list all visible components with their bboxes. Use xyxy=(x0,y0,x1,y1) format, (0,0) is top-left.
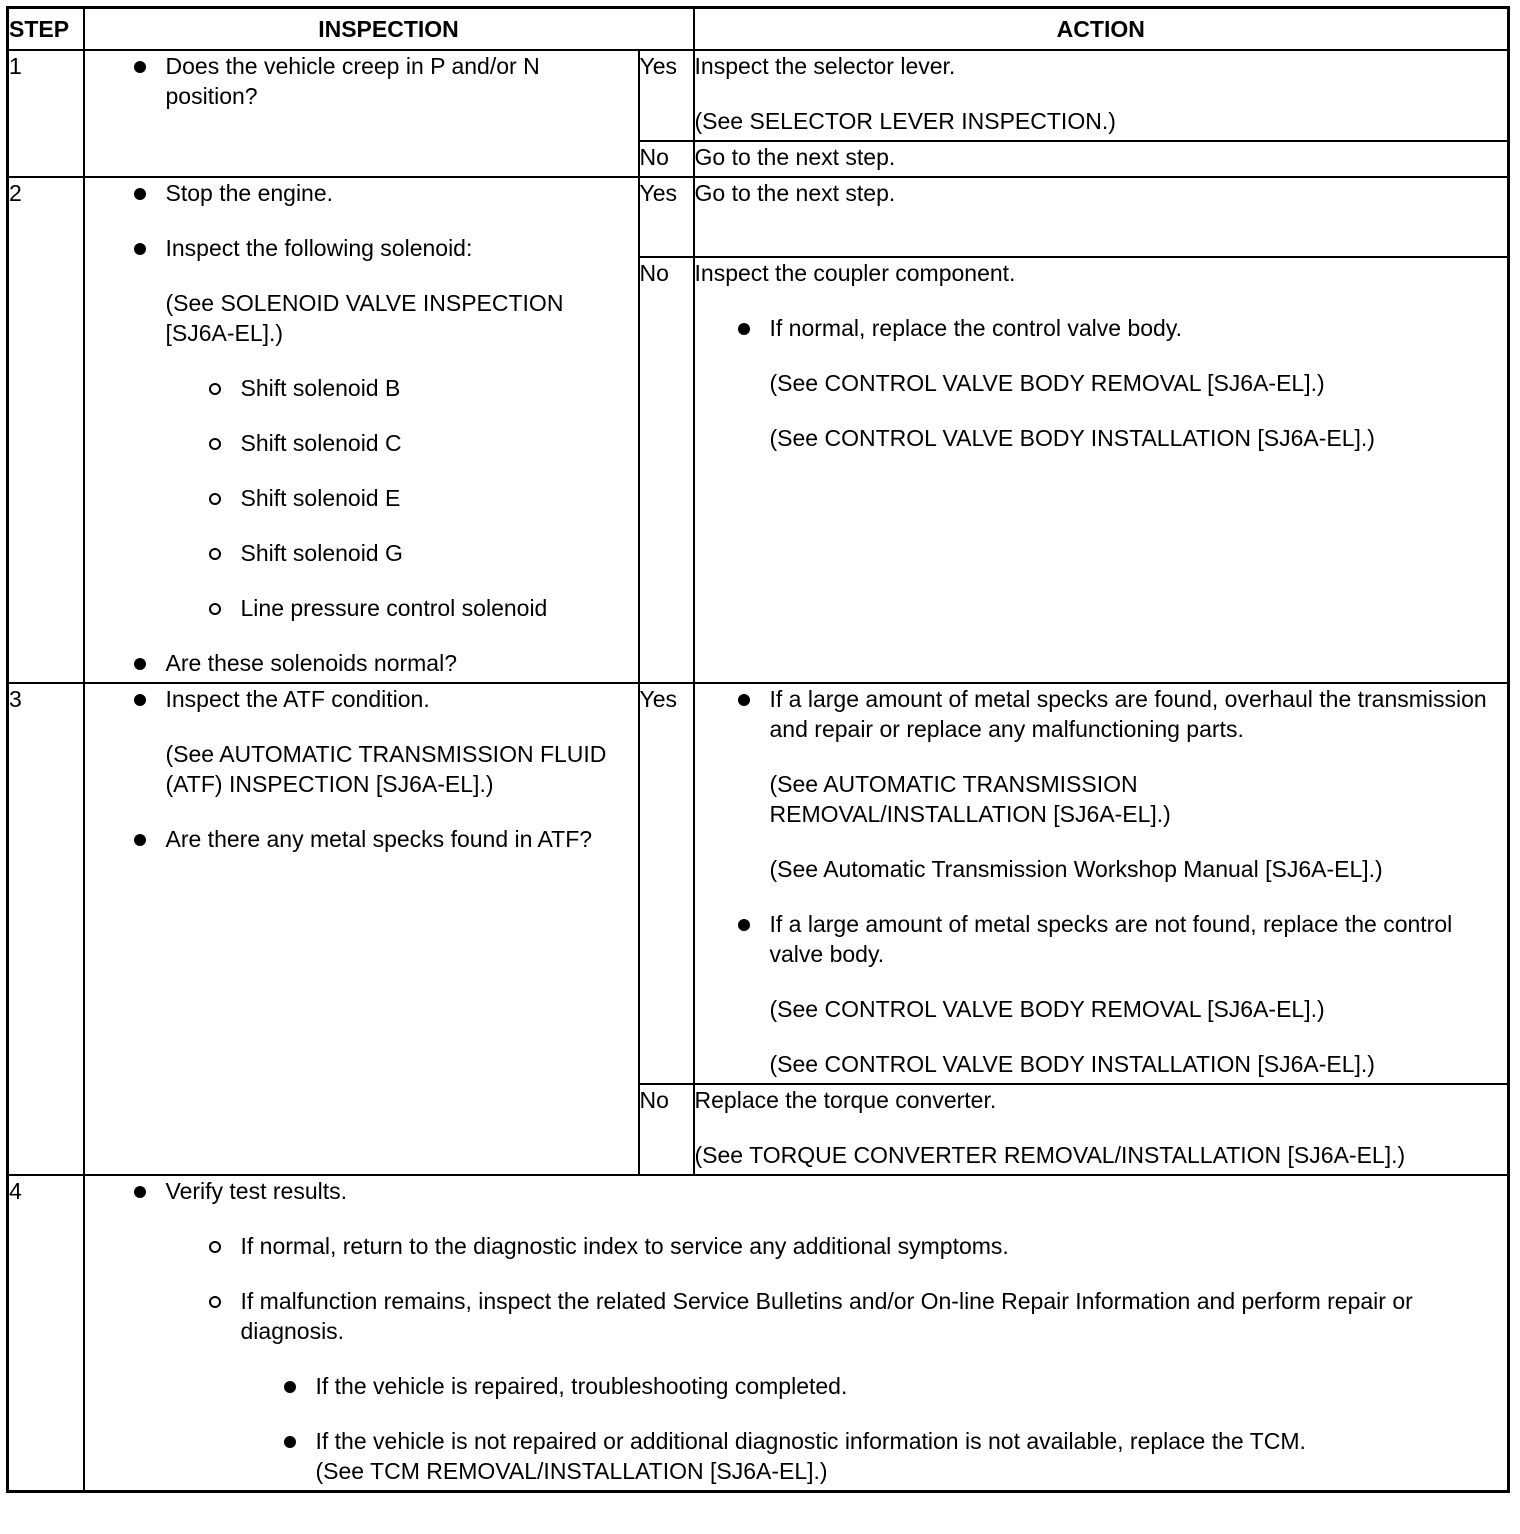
inspection-text: Are these solenoids normal? xyxy=(165,650,457,676)
step-number: 2 xyxy=(8,177,84,683)
action-text: Go to the next step. xyxy=(694,144,896,170)
action-text: Inspect the selector lever. xyxy=(694,53,956,79)
list-item: If the vehicle is repaired, troubleshooting completed. xyxy=(315,1373,848,1399)
no-label: No xyxy=(639,141,694,177)
header-action: ACTION xyxy=(694,8,1509,51)
action-text: If a large amount of metal specks are found, overhaul the transmission and repair or replace any malfunctioning parts. xyxy=(769,686,1487,742)
step-4-inspection xyxy=(84,1175,1509,1492)
see-reference: (See SELECTOR LEVER INSPECTION.) xyxy=(694,108,1116,134)
list-item: If malfunction remains, inspect the related Service Bulletins and/or On-line Repair Information and perform repair or diagnosis. xyxy=(240,1288,1413,1344)
inspection-text: Inspect the following solenoid: xyxy=(165,235,473,261)
step-2-no-action xyxy=(694,257,1509,683)
no-label: No xyxy=(639,1084,694,1175)
step-2-yes-row xyxy=(8,177,1509,257)
circle-bullet-icon xyxy=(209,438,221,450)
bullet-icon xyxy=(134,1186,146,1198)
step-3-yes-action xyxy=(694,683,1509,1084)
step-3-yes-row xyxy=(8,683,1509,1084)
yes-label: Yes xyxy=(639,683,694,1084)
list-item: Line pressure control solenoid xyxy=(240,595,548,621)
see-reference: (See TCM REMOVAL/INSTALLATION [SJ6A-EL].) xyxy=(315,1458,828,1484)
action-text: If normal, replace the control valve body. xyxy=(769,315,1183,341)
bullet-icon xyxy=(134,658,146,670)
see-reference: (See AUTOMATIC TRANSMISSION REMOVAL/INSTALLATION [SJ6A-EL].) xyxy=(769,771,1171,827)
step-1-yes-row xyxy=(8,50,1509,141)
circle-bullet-icon xyxy=(209,1296,221,1308)
list-item: If normal, return to the diagnostic index to service any additional symptoms. xyxy=(240,1233,1009,1259)
action-text: If a large amount of metal specks are not found, replace the control valve body. xyxy=(769,911,1453,967)
bullet-icon xyxy=(738,323,750,335)
circle-bullet-icon xyxy=(209,1241,221,1253)
see-reference: (See Automatic Transmission Workshop Manual [SJ6A-EL].) xyxy=(769,856,1383,882)
yes-label: Yes xyxy=(639,50,694,141)
list-item: Shift solenoid G xyxy=(240,540,403,566)
action-text: Inspect the coupler component. xyxy=(694,260,1016,286)
circle-bullet-icon xyxy=(209,493,221,505)
see-reference: (See CONTROL VALVE BODY INSTALLATION [SJ6A-EL].) xyxy=(769,425,1375,451)
see-reference: (See CONTROL VALVE BODY REMOVAL [SJ6A-EL].) xyxy=(769,996,1325,1022)
step-1-inspection xyxy=(84,50,639,177)
list-item: Shift solenoid B xyxy=(240,375,401,401)
step-1-yes-action xyxy=(694,50,1509,141)
list-item: If the vehicle is not repaired or additional diagnostic information is not available, replace the TCM. xyxy=(315,1428,1306,1454)
inspection-text: Does the vehicle creep in P and/or N position? xyxy=(165,53,540,109)
bullet-icon xyxy=(134,61,146,73)
yes-label: Yes xyxy=(639,177,694,257)
bullet-icon xyxy=(134,834,146,846)
see-reference: (See SOLENOID VALVE INSPECTION [SJ6A-EL].) xyxy=(165,290,564,346)
see-reference: (See TORQUE CONVERTER REMOVAL/INSTALLATION [SJ6A-EL].) xyxy=(694,1142,1406,1168)
see-reference: (See CONTROL VALVE BODY INSTALLATION [SJ6A-EL].) xyxy=(769,1051,1375,1077)
troubleshooting-table xyxy=(6,6,1510,1493)
step-number: 1 xyxy=(8,50,84,177)
action-text: Replace the torque converter. xyxy=(694,1087,997,1113)
bullet-icon xyxy=(134,694,146,706)
list-item: Shift solenoid E xyxy=(240,485,401,511)
bullet-icon xyxy=(284,1381,296,1393)
circle-bullet-icon xyxy=(209,603,221,615)
inspection-text: Are there any metal specks found in ATF? xyxy=(165,826,593,852)
step-2-inspection xyxy=(84,177,639,683)
circle-bullet-icon xyxy=(209,548,221,560)
step-3-no-action xyxy=(694,1084,1509,1175)
header-row xyxy=(8,8,1509,51)
no-label: No xyxy=(639,257,694,683)
step-3-inspection xyxy=(84,683,639,1175)
inspection-text: Verify test results. xyxy=(165,1178,348,1204)
see-reference: (See AUTOMATIC TRANSMISSION FLUID (ATF) INSPECTION [SJ6A-EL].) xyxy=(165,741,607,797)
step-number: 4 xyxy=(8,1175,84,1492)
list-item: Shift solenoid C xyxy=(240,430,402,456)
bullet-icon xyxy=(738,694,750,706)
header-inspection: INSPECTION xyxy=(84,8,694,51)
step-4-row xyxy=(8,1175,1509,1492)
see-reference: (See CONTROL VALVE BODY REMOVAL [SJ6A-EL].) xyxy=(769,370,1325,396)
circle-bullet-icon xyxy=(209,383,221,395)
action-text: Go to the next step. xyxy=(694,180,896,206)
bullet-icon xyxy=(284,1436,296,1448)
inspection-text: Inspect the ATF condition. xyxy=(165,686,430,712)
bullet-icon xyxy=(134,188,146,200)
bullet-icon xyxy=(738,919,750,931)
header-step: STEP xyxy=(8,8,84,51)
step-2-yes-action xyxy=(694,177,1509,257)
inspection-text: Stop the engine. xyxy=(165,180,334,206)
step-1-no-action xyxy=(694,141,1509,177)
bullet-icon xyxy=(134,243,146,255)
step-number: 3 xyxy=(8,683,84,1175)
